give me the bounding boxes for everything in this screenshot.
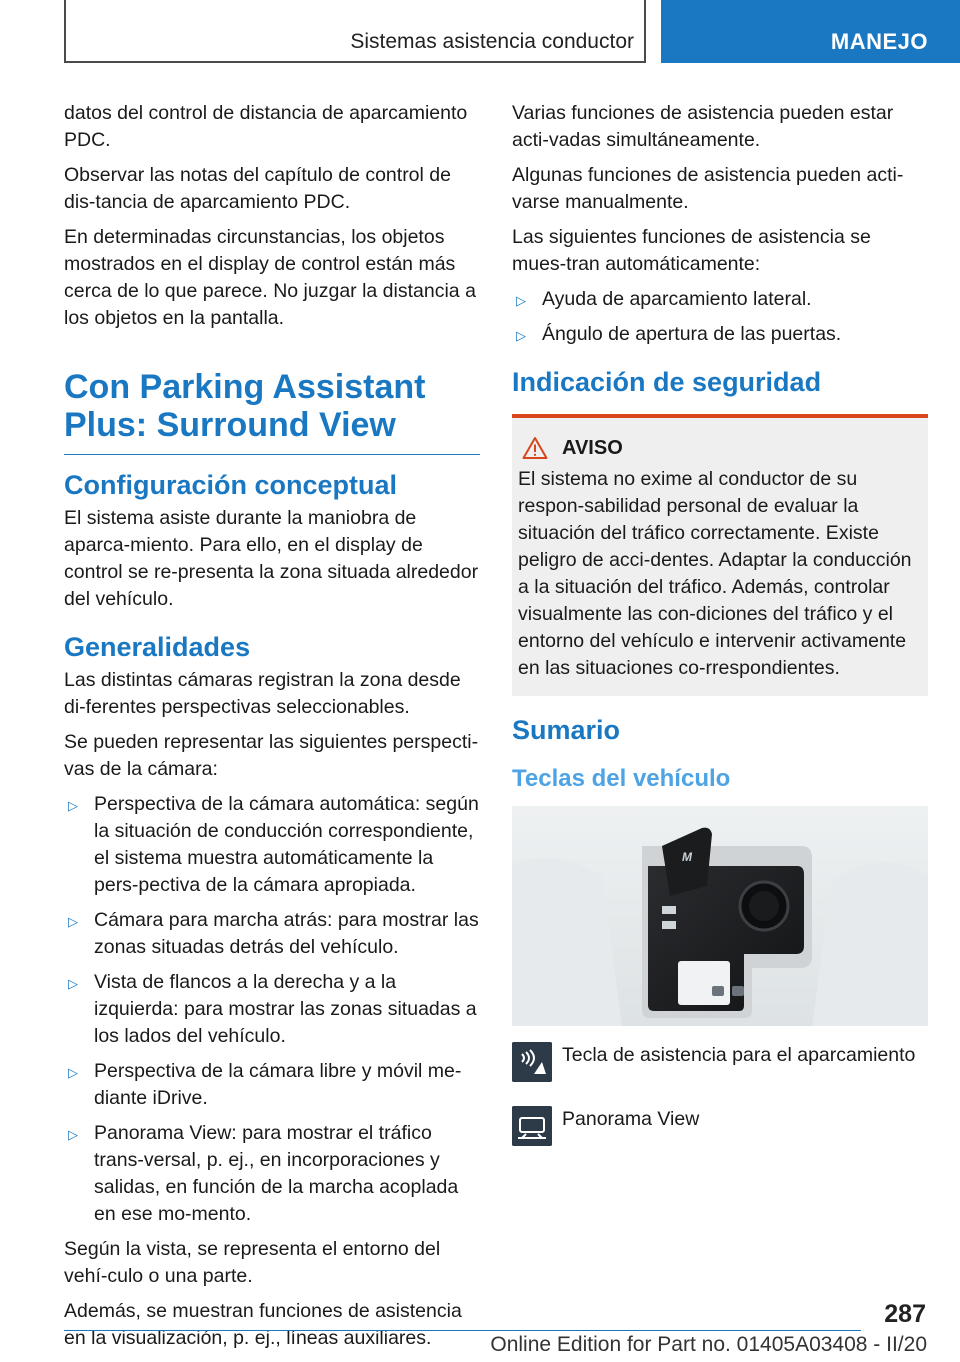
subsection-heading: Teclas del vehículo [512, 765, 731, 792]
paragraph: datos del control de distancia de aparcamiento PDC. [64, 102, 468, 151]
key-legend-item [512, 1100, 928, 1146]
triangle-right-icon: ▷ [68, 1065, 78, 1080]
list-item [512, 321, 928, 348]
list-item-text: Vista de flancos a la derecha y a la izquierda: para mostrar las zonas situadas a los lados del vehículo. [94, 971, 477, 1047]
list-item [64, 969, 480, 1050]
parking-assist-icon [512, 1042, 552, 1082]
paragraph: Algunas funciones de asistencia pueden acti-varse manualmente. [512, 164, 904, 213]
vehicle-console-photo [512, 806, 928, 1026]
list-item [512, 286, 928, 313]
paragraph: Varias funciones de asistencia pueden estar acti-vadas simultáneamente. [512, 102, 894, 151]
triangle-right-icon: ▷ [516, 293, 526, 308]
section-heading: Configuración conceptual [64, 470, 398, 500]
list-item [64, 791, 480, 899]
bullet-list [64, 791, 480, 1228]
triangle-right-icon: ▷ [68, 914, 78, 929]
left-column [64, 100, 480, 1360]
footer-divider [64, 1330, 861, 1331]
warning-box [512, 414, 928, 696]
list-item-text: Perspectiva de la cámara automática: según la situación de conducción correspondiente, el sistema muestra automáticamente la pers-pectiva de la cámara apropiada. [94, 793, 479, 896]
section-heading: Indicación de seguridad [512, 367, 822, 397]
paragraph: Las distintas cámaras registran la zona desde di-ferentes perspectivas seleccionables. [64, 669, 461, 718]
footer-edition: Online Edition for Part no. 01405A03408 - II/20 [490, 1333, 927, 1356]
list-item [64, 1058, 480, 1112]
paragraph: Además, se muestran funciones de asistencia en la visualización, p. ej., líneas auxiliares. [64, 1300, 462, 1349]
paragraph: Observar las notas del capítulo de control de dis-tancia de aparcamiento PDC. [64, 164, 451, 213]
right-column [512, 100, 928, 1164]
section-heading: Sumario [512, 715, 621, 745]
section-heading: Generalidades [64, 632, 251, 662]
key-legend-label: Panorama View [562, 1108, 700, 1130]
paragraph: Se pueden representar las siguientes perspecti-vas de la cámara: [64, 731, 479, 780]
warning-triangle-icon [522, 436, 548, 460]
triangle-right-icon: ▷ [68, 798, 78, 813]
page-number: 287 [884, 1300, 926, 1328]
section-title: Sistemas asistencia conductor [350, 30, 634, 53]
list-item-text: Cámara para marcha atrás: para mostrar las zonas situadas detrás del vehículo. [94, 909, 479, 958]
list-item [64, 907, 480, 961]
triangle-right-icon: ▷ [68, 1127, 78, 1142]
bullet-list [512, 286, 928, 348]
chapter-tab-label: MANEJO [830, 29, 928, 54]
list-item-text: Panorama View: para mostrar el tráfico trans-versal, p. ej., en incorporaciones y salidas, en función de la marcha acoplada en ese mo-mento. [94, 1122, 459, 1225]
key-legend-item [512, 1036, 928, 1082]
list-item [64, 1120, 480, 1228]
panorama-view-icon [512, 1106, 552, 1146]
brand-logo: M [682, 850, 692, 864]
list-item-text: Perspectiva de la cámara libre y móvil me-diante iDrive. [94, 1060, 462, 1109]
paragraph: El sistema asiste durante la maniobra de aparca-miento. Para ello, en el display de control se re-presenta la zona situada alrededor del vehículo. [64, 507, 479, 610]
paragraph: Según la vista, se representa el entorno del vehí-culo o una parte. [64, 1238, 441, 1287]
warning-label: AVISO [562, 436, 623, 459]
warning-title [518, 436, 922, 460]
warning-text: El sistema no exime al conductor de su respon-sabilidad personal de evaluar la situación del tráfico correctamente. Existe peligro de acci-dentes. Adaptar la conducción a la situación del tráfico. Además, controlar visualmente las con-diciones del tráfico y el entorno del vehículo e intervenir activamente en las situaciones co-rrespondientes. [518, 468, 912, 679]
paragraph: En determinadas circunstancias, los objetos mostrados en el display de control están más cerca de lo que parece. No juzgar la distancia a los objetos en la pantalla. [64, 226, 476, 329]
triangle-right-icon: ▷ [68, 976, 78, 991]
header-bar [64, 0, 646, 63]
list-item-text: Ángulo de apertura de las puertas. [542, 323, 842, 345]
chapter-tab [661, 0, 960, 63]
triangle-right-icon: ▷ [516, 328, 526, 343]
key-legend-label: Tecla de asistencia para el aparcamiento [562, 1044, 916, 1066]
chapter-heading: Con Parking Assistant Plus: Surround View [64, 368, 480, 455]
paragraph: Las siguientes funciones de asistencia se mues-tran automáticamente: [512, 226, 871, 275]
list-item-text: Ayuda de aparcamiento lateral. [542, 288, 812, 310]
